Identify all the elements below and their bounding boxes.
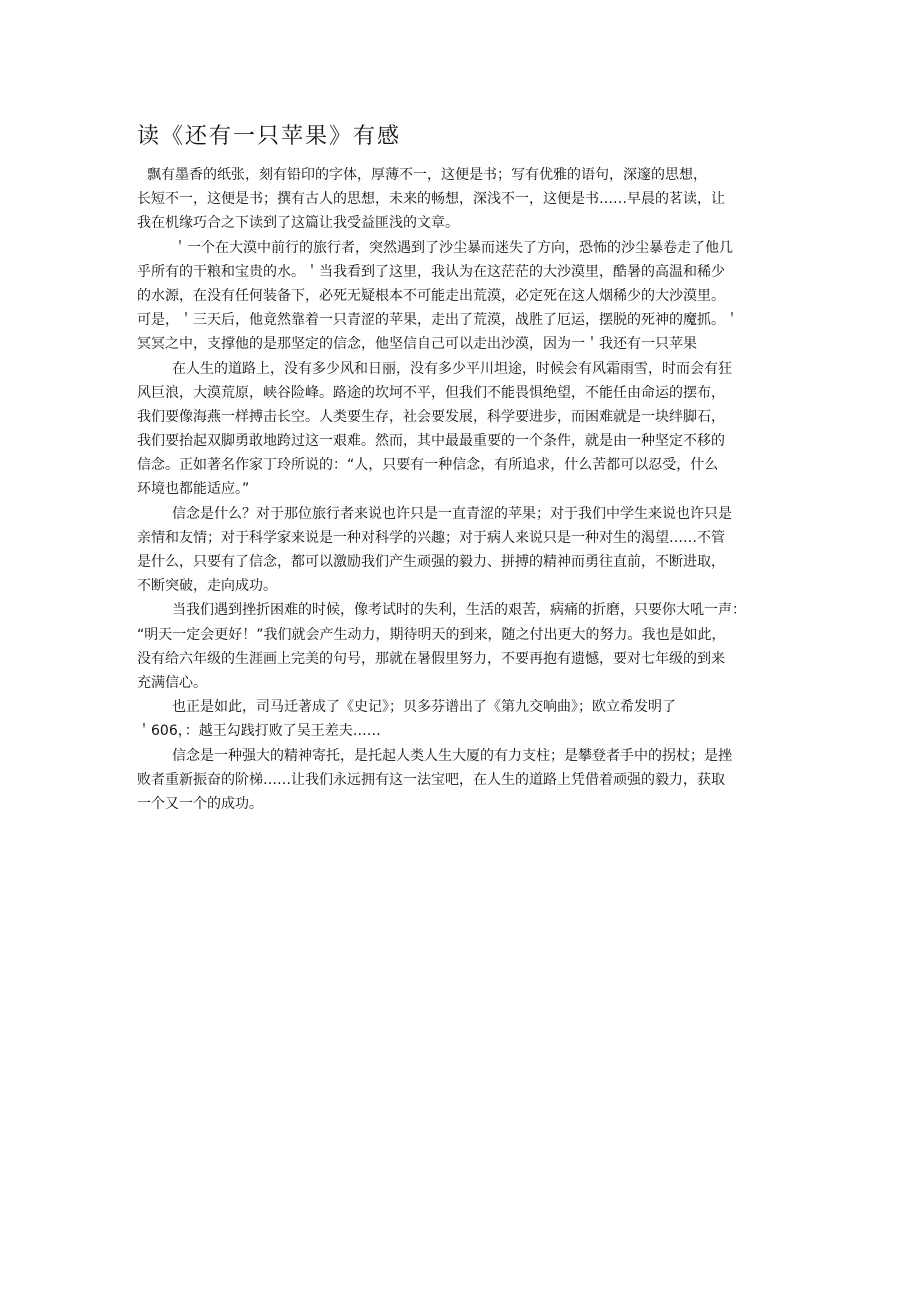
text-line: 乎所有的干粮和宝贵的水。＇当我看到了这里，我认为在这茫茫的大沙漠里，酷暑的高温和稀少 [137, 263, 725, 280]
text-line: 我们要抬起双脚勇敢地跨过这一艰难。然而，其中最最重要的一个条件，就是由一种坚定不移的 [137, 433, 725, 450]
text-line: 没有给六年级的生涯画上完美的句号，那就在暑假里努力，不要再抱有遗憾，要对七年级的到来 [137, 650, 725, 667]
text-line: 充满信心。 [137, 674, 207, 691]
text-line: 环境也都能适应。” [137, 481, 250, 498]
text-line: 信念是一种强大的精神寄托，是托起人类人生大厦的有力支柱；是攀登者手中的拐杖；是挫 [172, 747, 732, 764]
text-line: 一个又一个的成功。 [137, 795, 263, 812]
text-line: 当我们遇到挫折困难的时候，像考试时的失利，生活的艰苦，病痛的折磨，只要你大吼一声： [172, 602, 746, 619]
text-line: 信念。正如著名作家丁玲所说的：“人，只要有一种信念，有所追求，什么苦都可以忍受，什么 [137, 457, 719, 474]
text-line: 的水源，在没有任何装备下，必死无疑根本不可能走出荒漠，必定死在这人烟稀少的大沙漠里。 [137, 287, 725, 304]
text-line: 亲情和友情；对于科学家来说是一种对科学的兴趣；对于病人来说只是一种对生的渴望……不管 [137, 529, 725, 546]
text-line: 冥冥之中，支撑他的是那坚定的信念，他坚信自己可以走出沙漠，因为一＇我还有一只苹果 [137, 336, 697, 353]
text-line: 风巨浪，大漠荒原，峡谷险峰。路途的坎坷不平，但我们不能畏惧绝望，不能任由命运的摆布， [137, 384, 725, 401]
text-line: 我在机缘巧合之下读到了这篇让我受益匪浅的文章。 [137, 215, 459, 232]
text-line: 飘有墨香的纸张，刻有铅印的字体，厚薄不一，这便是书；写有优雅的语句，深邃的思想， [147, 167, 707, 183]
text-line: 信念是什么？对于那位旅行者来说也许只是一直青涩的苹果；对于我们中学生来说也许只是 [172, 505, 732, 522]
text-line: 长短不一，这便是书；撰有古人的思想，未来的畅想，深浅不一，这便是书……早晨的茗读，让 [137, 191, 725, 208]
text-line: 也正是如此，司马迁著成了《史记》；贝多芬谱出了《第九交响曲》；欧立希发明了 [172, 699, 676, 716]
text-line: 可是，＇三天后，他竟然靠着一只青涩的苹果，走出了荒漠，战胜了厄运，摆脱的死神的魔抓。＇ [137, 312, 739, 329]
text-line: 我们要像海燕一样搏击长空。人类要生存，社会要发展，科学要进步，而困难就是一块绊脚石， [137, 408, 725, 425]
text-line: 是什么，只要有了信念，都可以激励我们产生顽强的毅力、拼搏的精神而勇往直前，不断进取， [137, 554, 725, 570]
text-line: ＇606，：越王勾践打败了吴王差夫…… [137, 723, 381, 740]
text-line: 不断突破，走向成功。 [137, 578, 277, 595]
text-line: 败者重新振奋的阶梯……让我们永远拥有这一法宝吧，在人生的道路上凭借着顽强的毅力，获取 [137, 771, 725, 788]
text-line: ＇一个在大漠中前行的旅行者，突然遇到了沙尘暴而迷失了方向，恐怖的沙尘暴卷走了他几 [173, 239, 733, 256]
document-body [137, 163, 797, 816]
document-title: 读《还有一只苹果》有感 [137, 124, 402, 149]
text-line: “明天一定会更好！”我们就会产生动力，期待明天的到来，随之付出更大的努力。我也是如此， [137, 626, 726, 643]
text-line: 在人生的道路上，没有多少风和日丽，没有多少平川坦途，时候会有风霜雨雪，时而会有狂 [172, 360, 732, 377]
